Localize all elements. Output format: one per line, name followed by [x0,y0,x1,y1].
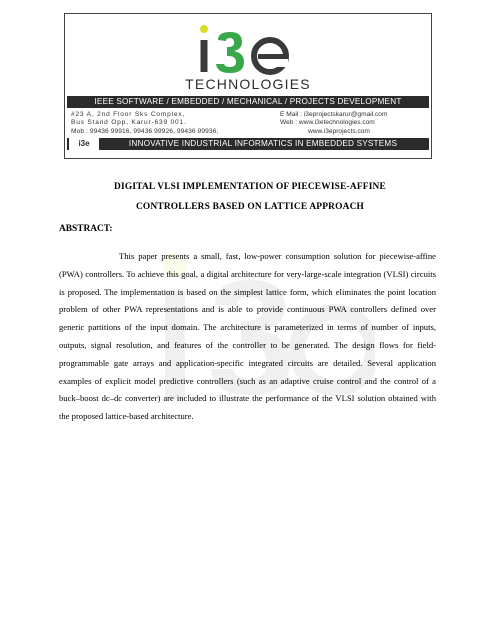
email-line: E Mail : i3eprojectskarur@gmail.com [280,111,388,118]
phone-numbers: Mob : 99436 99916, 99436 99926, 99436 99936, [71,127,219,135]
services-strip: IEEE SOFTWARE / EMBEDDED / MECHANICAL / PROJECTS DEVELOPMENT [67,96,429,108]
address-line-1: #23 A, 2nd Floor Sks Complex, [71,111,186,118]
mini-logo: i3e [69,138,99,150]
tagline-strip [67,138,429,150]
i3e-logo-graphic [178,20,318,78]
company-name: TECHNOLOGIES [185,76,311,92]
contact-block [280,111,430,136]
website-line-2: www.i3eprojects.com [308,127,370,135]
header-banner [64,13,432,159]
abstract-heading: ABSTRACT: [59,224,113,234]
address-block [71,111,271,136]
document-title-line-2: CONTROLLERS BASED ON LATTICE APPROACH [135,202,365,212]
website-line-1: Web : www.i3etechnologies.com [280,119,375,127]
address-line-2: Bus Stand Opp, Karur-639 001. [71,119,187,127]
tagline-text: INNOVATIVE INDUSTRIAL INFORMATICS IN EMBEDDED SYSTEMS [128,139,398,148]
i3e-logo [65,20,431,84]
abstract-body: This paper presents a small, fast, low-power consumption solution for piecewise-affine (PWA) controllers. To achieve this goal, a digital architecture for very-large-scale integration (VLSI) circuits is proposed. The implementation is based on the simplest lattice form, which eliminates the point location problem of other PWA representations and is able to provide continuous PWA controllers defined over generic partitions of the input domain. The architecture is parameterized in terms of number of inputs, outputs, signal resolution, and features of the controller to be generated. The design flows for field-programmable gate arrays and application-specific integrated circuits are detailed. Several application examples of explicit model predictive controllers (such as an adaptive cruise control and the control of a buck–boost dc–dc converter) are included to illustrate the performance of the VLSI solution obtained with the proposed lattice-based architecture. [59,251,436,422]
document-title-line-1: DIGITAL VLSI IMPLEMENTATION OF PIECEWISE-AFFINE [114,182,386,192]
